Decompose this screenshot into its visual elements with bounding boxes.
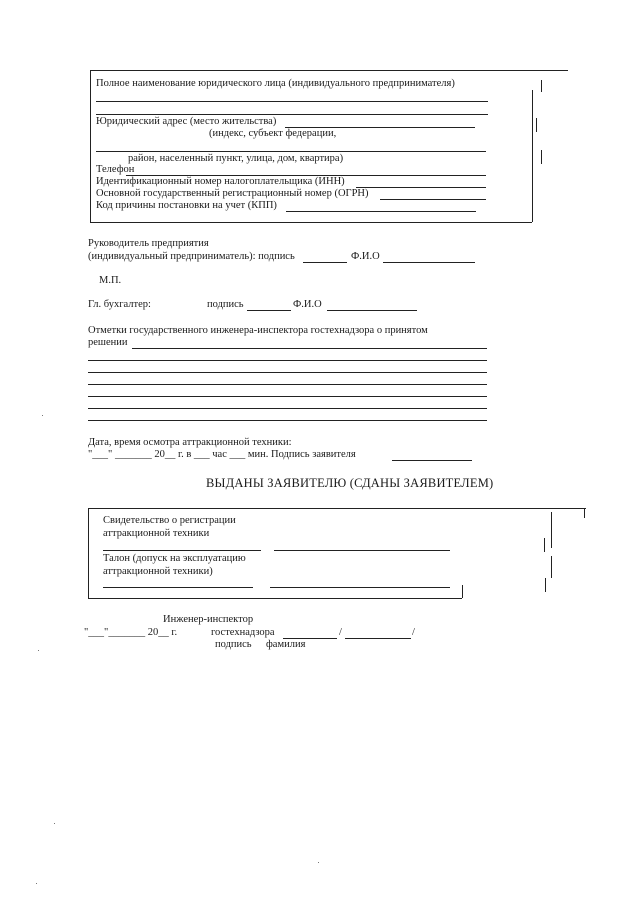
issued-heading: ВЫДАНЫ ЗАЯВИТЕЛЮ (СДАНЫ ЗАЯВИТЕЛЕМ) [206, 476, 494, 490]
signoff-date: "___"_______ 20__ г. [84, 627, 178, 638]
notes-line [88, 360, 487, 361]
head-label-1: Руководитель предприятия [88, 238, 209, 249]
kpp-label: Код причины постановки на учет (КПП) [96, 200, 277, 211]
notes-line [88, 420, 487, 421]
accountant-fio-label: Ф.И.О [293, 299, 322, 310]
certificate-line [103, 550, 261, 551]
box-scan-mark [541, 150, 542, 164]
box-scan-mark [536, 118, 537, 132]
address-hint-2: район, населенный пункт, улица, дом, квартира) [128, 153, 344, 164]
head-fio-line [383, 262, 475, 263]
box-bottom-border [90, 222, 532, 223]
ogrn-label: Основной государственный регистрационный номер (ОГРН) [96, 188, 369, 199]
notes-line [88, 384, 487, 385]
inspector-title: Инженер-инспектор [163, 614, 254, 625]
inspector-notes-label-1: Отметки государственного инженера-инспектора гостехнадзора о принятом [88, 325, 428, 336]
issued-box-scan-mark [584, 508, 585, 518]
certificate-label-2: аттракционной техники [103, 528, 210, 539]
legal-address-label: Юридический адрес (место жительства) [96, 116, 277, 127]
signoff-separator-2: / [412, 627, 415, 638]
scan-speck [38, 650, 39, 651]
head-signature-line [303, 262, 347, 263]
head-fio-label: Ф.И.О [351, 251, 380, 262]
notes-line [132, 348, 487, 349]
notes-line [88, 396, 487, 397]
inspection-date-line: "___" _______ 20__ г. в ___ час ___ мин. Подпись заявителя [88, 449, 356, 460]
accountant-fio-line [327, 310, 417, 311]
issued-box-left-border [88, 508, 89, 598]
issued-box-scan-mark [551, 512, 552, 548]
issued-box-scan-mark [544, 538, 545, 552]
issued-box-bottom-border [88, 598, 462, 599]
full-name-line [96, 101, 488, 102]
accountant-label: Гл. бухгалтер: [88, 299, 151, 310]
box-left-border [90, 70, 91, 222]
head-label-2: (индивидуальный предприниматель): подпись [88, 251, 295, 262]
address-line [96, 151, 486, 152]
scan-speck [36, 883, 37, 884]
notes-line [88, 408, 487, 409]
coupon-label-2: аттракционной техники) [103, 566, 213, 577]
coupon-line [270, 587, 450, 588]
issued-box-scan-mark [551, 556, 552, 578]
scan-speck [318, 862, 319, 863]
accountant-signature-line [247, 310, 291, 311]
signoff-separator-1: / [339, 627, 342, 638]
signoff-surname-hint: фамилия [266, 639, 306, 650]
issued-box-top-border [88, 508, 586, 509]
issued-box-right-border [462, 585, 463, 598]
scan-speck [54, 823, 55, 824]
full-name-label: Полное наименование юридического лица (индивидуального предпринимателя) [96, 78, 455, 89]
coupon-line [103, 587, 253, 588]
certificate-line [274, 550, 450, 551]
inspector-notes-label-2: решении [88, 337, 128, 348]
inspection-date-label: Дата, время осмотра аттракционной техники: [88, 437, 292, 448]
notes-line [88, 372, 487, 373]
box-scan-mark [541, 80, 542, 92]
box-top-border [90, 70, 568, 71]
inn-line [356, 187, 486, 188]
full-name-line [96, 114, 488, 115]
applicant-signature-line [392, 460, 472, 461]
phone-label: Телефон [96, 164, 135, 175]
signoff-surname-line [345, 638, 411, 639]
accountant-sign-label: подпись [207, 299, 244, 310]
address-hint-1: (индекс, субъект федерации, [209, 128, 337, 139]
kpp-line [286, 211, 476, 212]
signoff-sign-hint: подпись [215, 639, 252, 650]
signoff-agency: гостехнадзора [211, 627, 275, 638]
certificate-label-1: Свидетельство о регистрации [103, 515, 236, 526]
stamp-label: М.П. [99, 275, 122, 286]
scan-speck [42, 415, 43, 416]
coupon-label-1: Талон (допуск на эксплуатацию [103, 553, 246, 564]
box-right-border [532, 90, 533, 222]
inn-label: Идентификационный номер налогоплательщика (ИНН) [96, 176, 345, 187]
issued-box-scan-mark [545, 578, 546, 592]
ogrn-line [380, 199, 486, 200]
